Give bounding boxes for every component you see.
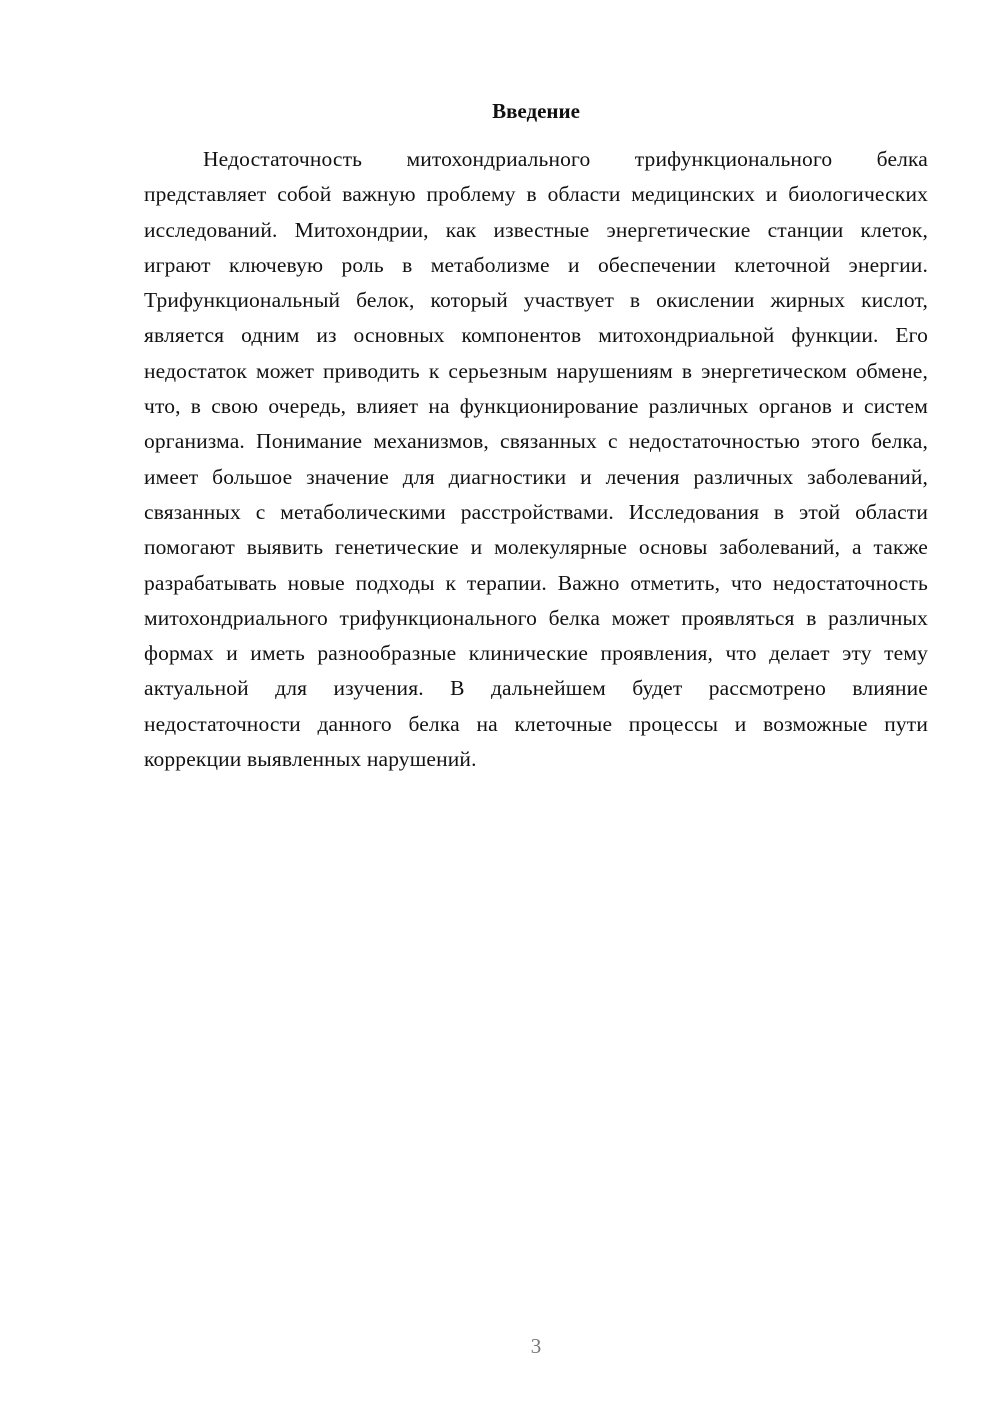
body-paragraph: Недостаточность митохондриального трифункционального белка представляет собой важную проблему в области медицинских и биологических исследований. Митохондрии, как известные энергетические станции клеток, играют ключевую роль в метаболизме и обеспечении клеточной энергии. Трифункциональный белок, который участвует в окислении жирных кислот, является одним из основных компонентов митохондриальной функции. Его недостаток может приводить к серьезным нарушениям в энергетическом обмене, что, в свою очередь, влияет на функционирование различных органов и систем организма. Понимание механизмов, связанных с недостаточностью этого белка, имеет большое значение для диагностики и лечения различных заболеваний, связанных с метаболическими расстройствами. Исследования в этой области помогают выявить генетические и молекулярные основы заболеваний, а также разрабатывать новые подходы к терапии. Важно отметить, что недостаточность митохондриального трифункционального белка может проявляться в различных формах и иметь разнообразные клинические проявления, что делает эту тему актуальной для изучения. В дальнейшем будет рассмотрено влияние недостаточности данного белка на клеточные процессы и возможные пути коррекции выявленных нарушений. bbox=[144, 147, 928, 772]
section-title: Введение bbox=[492, 99, 580, 123]
page-number: 3 bbox=[530, 1334, 542, 1358]
